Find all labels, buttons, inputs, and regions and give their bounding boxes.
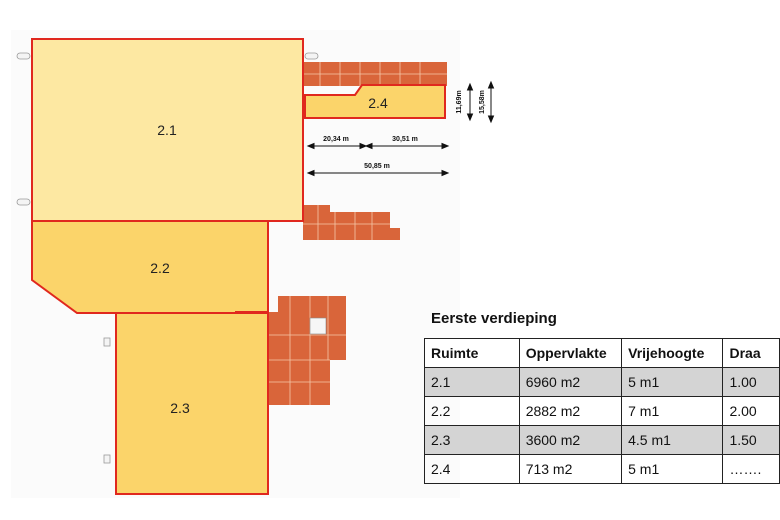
table-header-row [425,339,780,368]
zone-label-2-3: 2.3 [170,400,190,416]
header-oppervlakte: Oppervlakte [519,339,621,368]
cell-draagvermogen: 2.00 [723,397,780,426]
dim-label-d3: 50,85 m [364,163,390,170]
zone-label-2-1: 2.1 [157,122,177,138]
table-title: Eerste verdieping [431,310,557,327]
cell-ruimte: 2.2 [425,397,520,426]
dim-label-v1: 11,69m [456,90,463,114]
space-table [424,338,780,484]
cell-vrijehoogte: 4.5 m1 [622,426,723,455]
cell-vrijehoogte: 5 m1 [622,368,723,397]
dim-label-v2: 15,58m [479,90,486,114]
table-row [425,368,780,397]
cell-oppervlakte: 3600 m2 [519,426,621,455]
cell-vrijehoogte: 5 m1 [622,455,723,484]
zone-label-2-2: 2.2 [150,260,170,276]
zone-label-2-4: 2.4 [368,95,388,111]
cell-ruimte: 2.3 [425,426,520,455]
cell-oppervlakte: 6960 m2 [519,368,621,397]
office-block-top [303,62,447,86]
dim-label-d1: 20,34 m [323,136,349,143]
header-ruimte: Ruimte [425,339,520,368]
cell-draagvermogen: 1.50 [723,426,780,455]
cell-draagvermogen: ……. [723,455,780,484]
cell-oppervlakte: 2882 m2 [519,397,621,426]
cell-draagvermogen: 1.00 [723,368,780,397]
cell-ruimte: 2.4 [425,455,520,484]
table-row [425,426,780,455]
cell-vrijehoogte: 7 m1 [622,397,723,426]
zone-2-3 [116,313,268,494]
header-vrijehoogte: Vrijehoogte [622,339,723,368]
table-row [425,397,780,426]
dim-label-d2: 30,51 m [392,136,418,143]
header-draagvermogen: Draa [723,339,780,368]
cell-ruimte: 2.1 [425,368,520,397]
table-row [425,455,780,484]
cell-oppervlakte: 713 m2 [519,455,621,484]
